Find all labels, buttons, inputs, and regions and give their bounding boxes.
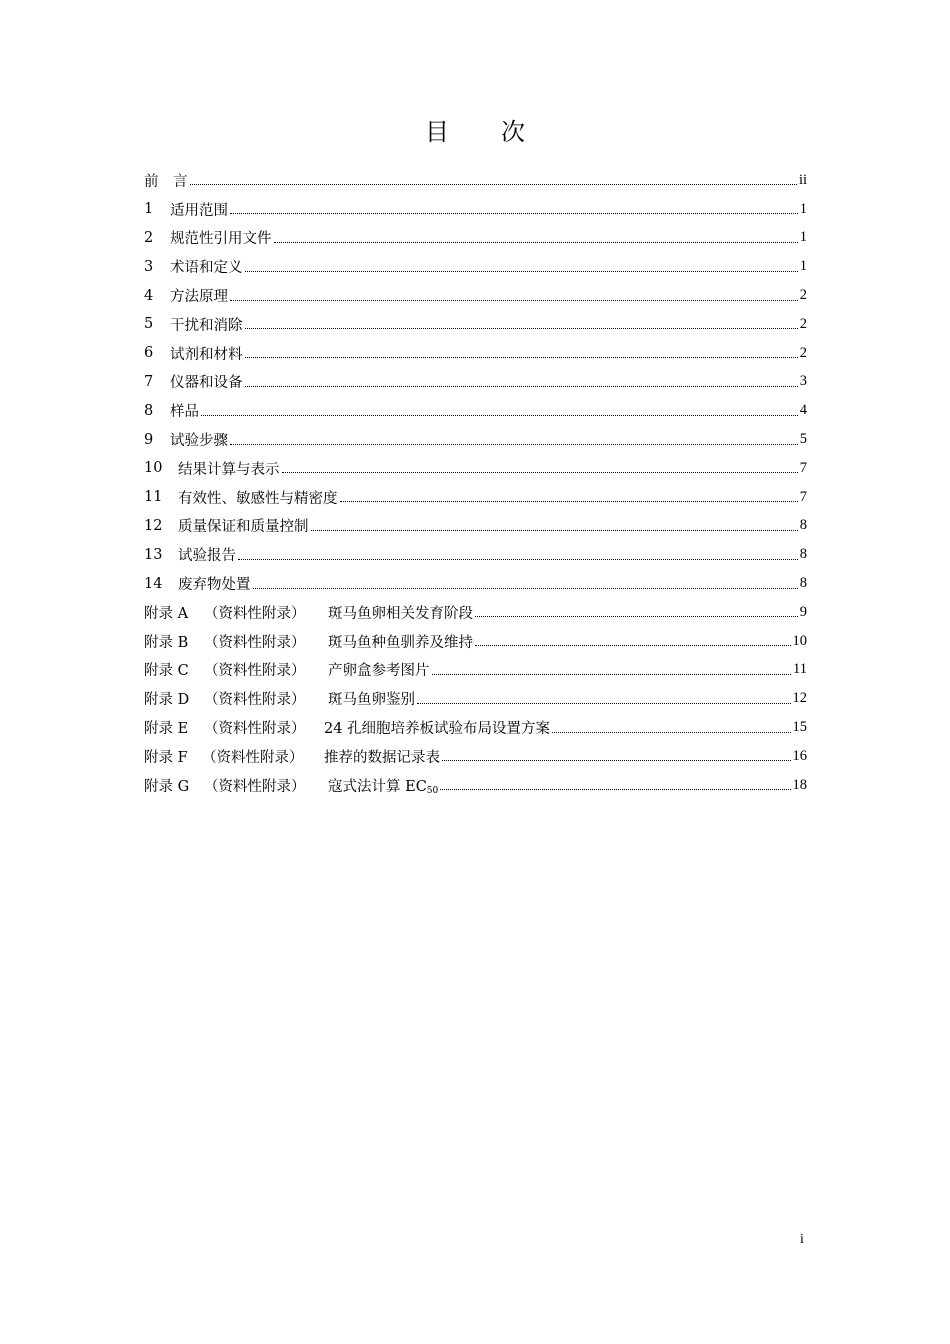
toc-page-number: 8 — [799, 575, 807, 592]
toc-page-number: 15 — [792, 719, 807, 736]
toc-entry-4[interactable] — [144, 281, 807, 310]
toc-title-char: 目 — [425, 118, 449, 146]
toc-entry-number: 10 — [144, 460, 163, 477]
toc-entry-8[interactable] — [144, 396, 807, 425]
toc-appendix-d[interactable] — [144, 684, 807, 713]
appendix-title: 斑马鱼种鱼驯养及维持 — [328, 634, 473, 651]
dot-leader — [230, 212, 798, 214]
dot-leader — [201, 414, 798, 416]
toc-appendix-g[interactable] — [144, 771, 807, 800]
toc-appendix-a[interactable] — [144, 598, 807, 627]
toc-entry-number: 12 — [144, 517, 163, 534]
toc-entry-number: 9 — [144, 431, 154, 448]
toc-page-number: 1 — [799, 229, 807, 246]
dot-leader — [245, 270, 798, 272]
appendix-title-subscript: 50 — [426, 785, 439, 796]
dot-leader — [282, 471, 798, 473]
toc-entry-title: 试验步骤 — [170, 433, 228, 450]
appendix-label: 附录 F — [144, 749, 188, 766]
toc-entry-title: 试验报告 — [178, 548, 236, 565]
toc-page-number: 2 — [799, 315, 807, 332]
toc-appendix-f[interactable] — [144, 742, 807, 771]
toc-entry-title: 干扰和消除 — [170, 317, 243, 334]
toc-page-number: 8 — [799, 546, 807, 563]
toc-page-number: 18 — [792, 776, 807, 793]
dot-leader — [230, 299, 798, 301]
toc-title-char: 次 — [501, 118, 525, 146]
appendix-type: （资料性附录） — [204, 605, 306, 622]
toc-entry-number: 2 — [144, 229, 154, 246]
toc-page-number: 8 — [799, 517, 807, 534]
toc-entry-number: 7 — [144, 373, 154, 390]
appendix-label: 附录 A — [144, 605, 189, 622]
toc-title — [0, 112, 950, 147]
appendix-type: （资料性附录） — [202, 749, 304, 766]
toc-entry-14[interactable] — [144, 569, 807, 598]
toc-page-number: 2 — [799, 344, 807, 361]
toc-entry-10[interactable] — [144, 454, 807, 483]
toc-page-number: 10 — [792, 632, 807, 649]
toc-entry-6[interactable] — [144, 339, 807, 368]
toc-page-number: 9 — [799, 603, 807, 620]
dot-leader — [245, 356, 798, 358]
dot-leader — [245, 327, 798, 329]
toc-page-number: 7 — [799, 459, 807, 476]
toc-entry-number: 8 — [144, 402, 154, 419]
toc-page-number: 11 — [793, 661, 807, 678]
toc-entry-11[interactable] — [144, 483, 807, 512]
toc-entry-title: 术语和定义 — [170, 260, 243, 277]
toc-page-number: 4 — [799, 402, 807, 419]
dot-leader — [190, 183, 797, 185]
toc-entry-title: 结果计算与表示 — [178, 461, 280, 478]
toc-entry-title: 质量保证和质量控制 — [178, 519, 309, 536]
appendix-title: 产卵盒参考图片 — [328, 663, 430, 680]
toc-entry-9[interactable] — [144, 425, 807, 454]
dot-leader — [552, 731, 790, 733]
dot-leader — [230, 443, 798, 445]
appendix-type: （资料性附录） — [204, 778, 306, 795]
toc-entry-1[interactable] — [144, 195, 807, 224]
toc-appendix-c[interactable] — [144, 656, 807, 685]
toc-page-number: 2 — [799, 287, 807, 304]
toc-entry-foreword[interactable] — [144, 166, 807, 195]
toc-page-number: 3 — [799, 373, 807, 390]
toc-entry-12[interactable] — [144, 512, 807, 541]
toc-page-number: 12 — [792, 690, 807, 707]
appendix-label: 附录 D — [144, 692, 190, 709]
toc-entry-title: 试剂和材料 — [170, 346, 243, 363]
appendix-title: 24 孔细胞培养板试验布局设置方案 — [324, 721, 551, 738]
appendix-label: 附录 B — [144, 634, 189, 651]
appendix-type: （资料性附录） — [204, 721, 306, 738]
dot-leader — [442, 759, 791, 761]
dot-leader — [475, 644, 791, 646]
page-number: i — [800, 1232, 804, 1247]
toc-appendix-b[interactable] — [144, 627, 807, 656]
toc-entry-title: 适用范围 — [170, 202, 228, 219]
toc-entry-number: 13 — [144, 546, 163, 563]
dot-leader — [417, 702, 791, 704]
appendix-label: 附录 E — [144, 721, 189, 738]
toc-entry-3[interactable] — [144, 252, 807, 281]
toc-page-number: 7 — [799, 488, 807, 505]
toc-entry-title: 有效性、敏感性与精密度 — [178, 490, 338, 507]
dot-leader — [311, 529, 798, 531]
toc-entry-number: 11 — [144, 489, 163, 506]
toc-entry-7[interactable] — [144, 368, 807, 397]
appendix-title — [328, 775, 438, 796]
appendix-type: （资料性附录） — [204, 692, 306, 709]
appendix-label: 附录 C — [144, 663, 189, 680]
appendix-type: （资料性附录） — [204, 634, 306, 651]
dot-leader — [238, 558, 798, 560]
dot-leader — [440, 788, 790, 790]
dot-leader — [432, 673, 792, 675]
appendix-title: 斑马鱼卵相关发育阶段 — [328, 605, 473, 622]
toc-entry-title: 废弃物处置 — [178, 577, 251, 594]
appendix-label: 附录 G — [144, 778, 190, 795]
dot-leader — [340, 500, 798, 502]
toc-entry-13[interactable] — [144, 540, 807, 569]
toc-appendix-e[interactable] — [144, 713, 807, 742]
toc-page-number: ii — [798, 171, 807, 188]
toc-entry-2[interactable] — [144, 224, 807, 253]
toc-page-number: 5 — [799, 431, 807, 448]
appendix-title: 推荐的数据记录表 — [324, 749, 440, 766]
dot-leader — [475, 615, 798, 617]
appendix-title-main: 寇式法计算 EC — [328, 778, 427, 795]
appendix-type: （资料性附录） — [204, 663, 306, 680]
toc-entry-title: 规范性引用文件 — [170, 231, 272, 248]
toc-page-number: 1 — [799, 200, 807, 217]
toc-entry-number: 6 — [144, 345, 154, 362]
toc-entry-number: 4 — [144, 287, 154, 304]
toc-entry-5[interactable] — [144, 310, 807, 339]
toc-entry-title: 方法原理 — [170, 289, 228, 306]
toc-entry-number: 5 — [144, 316, 154, 333]
toc-entry-title: 样品 — [170, 404, 199, 421]
toc-entry-number: 1 — [144, 201, 154, 218]
dot-leader — [274, 241, 798, 243]
toc-entry-number: 3 — [144, 258, 154, 275]
table-of-contents — [144, 166, 807, 800]
toc-entry-number: 14 — [144, 575, 163, 592]
toc-page-number: 1 — [799, 258, 807, 275]
dot-leader — [253, 587, 798, 589]
toc-entry-title: 仪器和设备 — [170, 375, 243, 392]
appendix-title: 斑马鱼卵鉴别 — [328, 692, 415, 709]
dot-leader — [245, 385, 798, 387]
toc-page-number: 16 — [792, 747, 807, 764]
toc-entry-title: 前 言 — [144, 173, 188, 190]
